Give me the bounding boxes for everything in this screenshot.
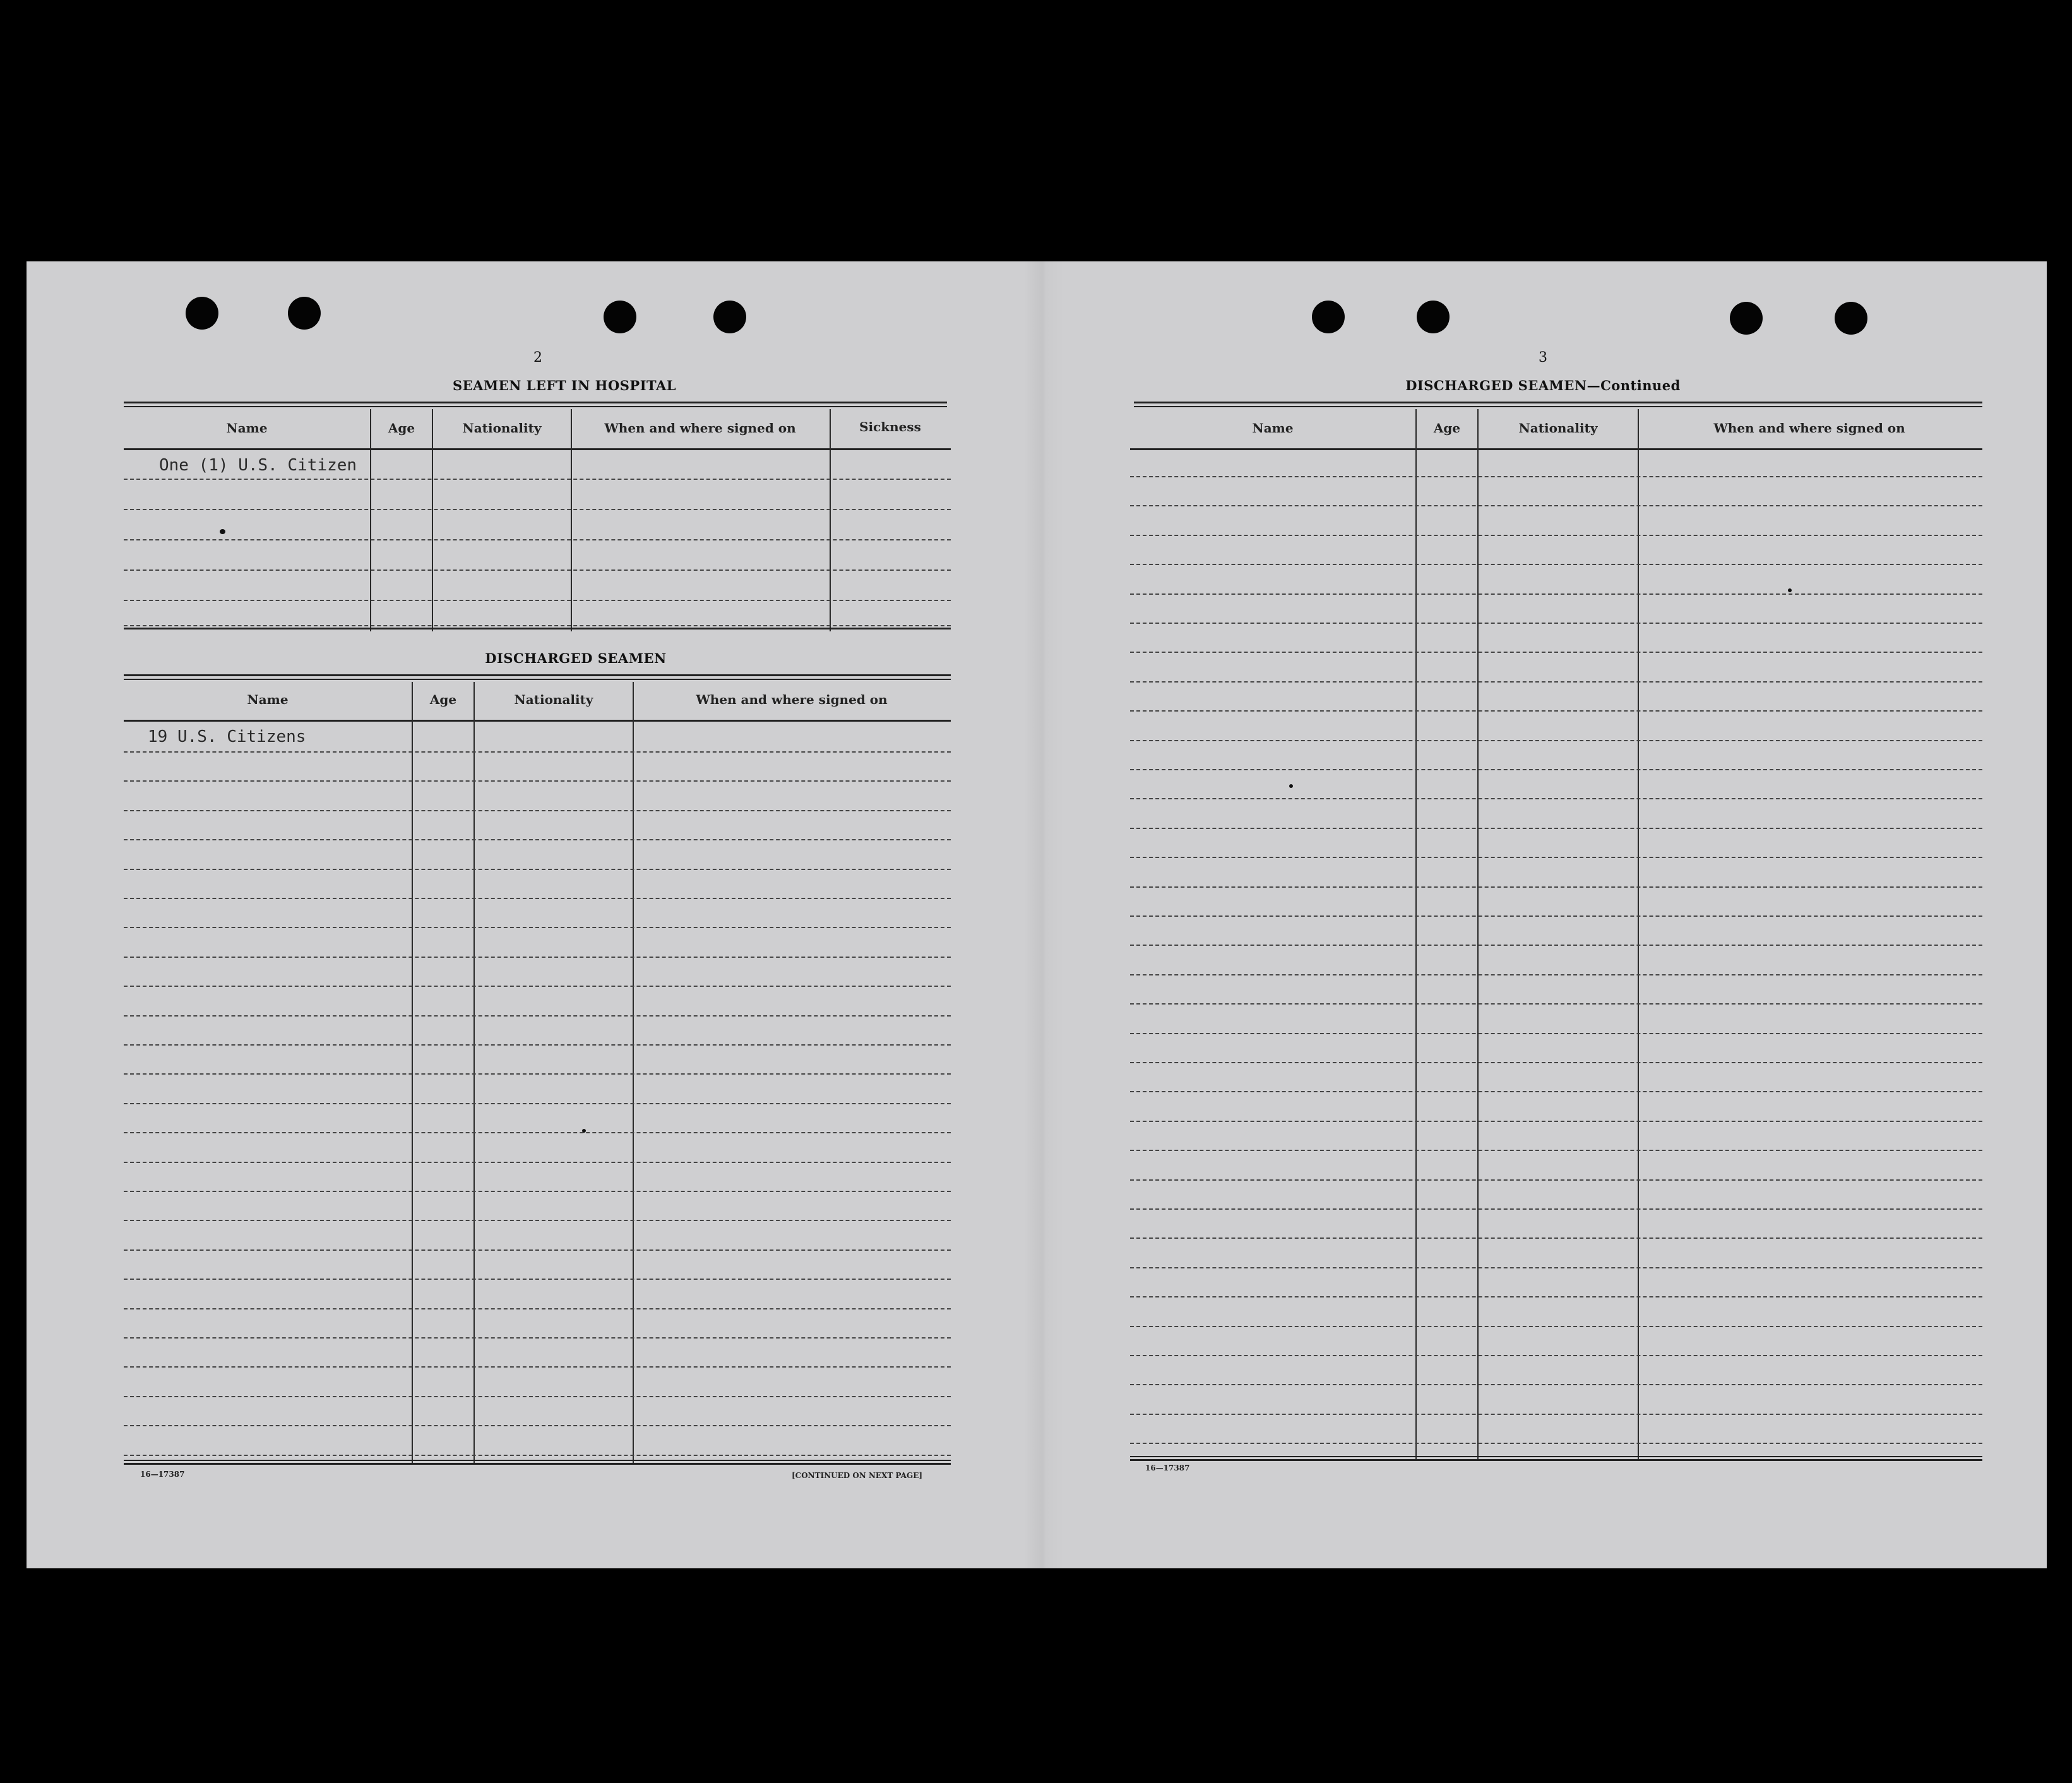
row-line bbox=[124, 1308, 951, 1309]
continued-note: [CONTINUED ON NEXT PAGE] bbox=[792, 1471, 923, 1480]
row-line bbox=[124, 1191, 951, 1192]
row-line bbox=[1130, 1003, 1982, 1005]
row-line bbox=[124, 810, 951, 811]
punch-hole bbox=[186, 297, 218, 330]
header-underline bbox=[124, 448, 951, 450]
row-line bbox=[124, 1162, 951, 1163]
discharged-title-rule bbox=[124, 674, 951, 680]
center-fold bbox=[1024, 261, 1064, 1568]
row-line bbox=[1130, 1326, 1982, 1327]
row-line bbox=[124, 1337, 951, 1339]
row-line bbox=[124, 751, 951, 753]
discharged-row-name: 19 U.S. Citizens bbox=[148, 727, 306, 746]
row-line bbox=[1130, 769, 1982, 770]
row-line bbox=[1130, 974, 1982, 975]
discharged-continued-title: DISCHARGED SEAMEN—Continued bbox=[1405, 378, 1681, 393]
row-line bbox=[124, 1455, 951, 1456]
row-line bbox=[1130, 740, 1982, 741]
column-divider bbox=[571, 409, 572, 631]
row-line bbox=[124, 898, 951, 899]
row-line bbox=[124, 1249, 951, 1251]
header-underline bbox=[1130, 448, 1982, 450]
row-line bbox=[124, 509, 951, 510]
row-line bbox=[1130, 1414, 1982, 1415]
row-line bbox=[124, 1279, 951, 1280]
table-bottom-rule bbox=[124, 1460, 951, 1465]
ink-speck bbox=[1788, 588, 1792, 592]
punch-hole bbox=[604, 301, 636, 333]
row-line bbox=[1130, 1121, 1982, 1122]
row-line bbox=[124, 539, 951, 540]
row-line bbox=[1130, 1355, 1982, 1356]
row-line bbox=[124, 1044, 951, 1046]
header-underline bbox=[124, 720, 951, 722]
row-line bbox=[1130, 1237, 1982, 1239]
continued-title-rule bbox=[1134, 402, 1982, 407]
row-line bbox=[1130, 857, 1982, 858]
ink-speck bbox=[220, 529, 225, 534]
row-line bbox=[1130, 945, 1982, 946]
row-line bbox=[124, 569, 951, 571]
column-divider bbox=[1477, 409, 1479, 1461]
row-line bbox=[124, 986, 951, 987]
discharged-section-title: DISCHARGED SEAMEN bbox=[485, 650, 667, 666]
row-line bbox=[124, 957, 951, 958]
punch-hole bbox=[713, 301, 746, 333]
row-line bbox=[1130, 798, 1982, 799]
row-line bbox=[124, 927, 951, 928]
row-line bbox=[1130, 1179, 1982, 1181]
row-line bbox=[124, 869, 951, 870]
row-line bbox=[124, 1103, 951, 1104]
row-line bbox=[124, 479, 951, 480]
row-line bbox=[1130, 1091, 1982, 1092]
discharged-table bbox=[124, 682, 951, 1465]
discharged-continued-table bbox=[1130, 409, 1982, 1461]
col-header-signed-on: When and where signed on bbox=[696, 692, 888, 707]
column-divider bbox=[370, 409, 371, 631]
col-header-name: Name bbox=[226, 420, 268, 436]
row-line bbox=[1130, 1033, 1982, 1034]
row-line bbox=[1130, 886, 1982, 888]
row-line bbox=[1130, 1443, 1982, 1444]
hospital-row-name: One (1) U.S. Citizen bbox=[159, 456, 357, 475]
col-header-age: Age bbox=[1433, 420, 1461, 436]
col-header-nationality: Nationality bbox=[462, 420, 542, 436]
punch-hole bbox=[288, 297, 321, 330]
column-divider bbox=[1415, 409, 1417, 1461]
row-line bbox=[1130, 623, 1982, 624]
form-sheet bbox=[27, 261, 2047, 1568]
row-line bbox=[1130, 1062, 1982, 1063]
row-line bbox=[1130, 828, 1982, 829]
ink-speck bbox=[582, 1129, 586, 1133]
row-line bbox=[124, 839, 951, 840]
row-line bbox=[1130, 1208, 1982, 1210]
row-line bbox=[1130, 681, 1982, 683]
col-header-signed-on: When and where signed on bbox=[604, 420, 796, 436]
col-header-name: Name bbox=[1252, 420, 1294, 436]
row-line bbox=[124, 1132, 951, 1133]
row-line bbox=[1130, 476, 1982, 477]
col-header-age: Age bbox=[429, 692, 457, 707]
row-line bbox=[1130, 652, 1982, 653]
row-line bbox=[124, 1220, 951, 1221]
hospital-table bbox=[124, 409, 951, 631]
row-line bbox=[124, 780, 951, 782]
hospital-bottom-rule bbox=[124, 628, 951, 631]
row-line bbox=[124, 1015, 951, 1017]
row-line bbox=[1130, 1150, 1982, 1151]
table-bottom-rule bbox=[1130, 1456, 1982, 1461]
row-line bbox=[124, 1366, 951, 1368]
row-line bbox=[124, 600, 951, 601]
row-line bbox=[1130, 505, 1982, 506]
hospital-title-rule bbox=[124, 402, 947, 407]
row-line bbox=[1130, 564, 1982, 565]
column-divider bbox=[432, 409, 433, 631]
row-line bbox=[1130, 535, 1982, 536]
row-line bbox=[124, 1396, 951, 1397]
page-number-left: 2 bbox=[533, 350, 542, 366]
row-line bbox=[1130, 593, 1982, 595]
ink-speck bbox=[1289, 784, 1293, 788]
col-header-nationality: Nationality bbox=[514, 692, 593, 707]
punch-hole bbox=[1312, 301, 1345, 333]
row-line bbox=[1130, 710, 1982, 712]
row-line bbox=[1130, 1296, 1982, 1297]
page-number-right: 3 bbox=[1539, 350, 1547, 366]
row-line bbox=[1130, 915, 1982, 917]
row-line bbox=[1130, 1267, 1982, 1268]
column-divider bbox=[1638, 409, 1639, 1461]
hospital-section-title: SEAMEN LEFT IN HOSPITAL bbox=[452, 378, 677, 393]
col-header-age: Age bbox=[388, 420, 415, 436]
row-line bbox=[124, 625, 951, 626]
row-line bbox=[124, 1073, 951, 1075]
punch-hole bbox=[1417, 301, 1450, 333]
punch-hole bbox=[1835, 302, 1867, 335]
punch-hole bbox=[1730, 302, 1763, 335]
col-header-sickness: Sickness bbox=[859, 419, 921, 434]
col-header-nationality: Nationality bbox=[1518, 420, 1598, 436]
col-header-signed-on: When and where signed on bbox=[1713, 420, 1905, 436]
col-header-name: Name bbox=[247, 692, 289, 707]
column-divider bbox=[830, 409, 831, 631]
form-number-left: 16—17387 bbox=[140, 1470, 185, 1479]
row-line bbox=[1130, 1384, 1982, 1385]
form-number-right: 16—17387 bbox=[1145, 1464, 1190, 1472]
row-line bbox=[124, 1425, 951, 1426]
